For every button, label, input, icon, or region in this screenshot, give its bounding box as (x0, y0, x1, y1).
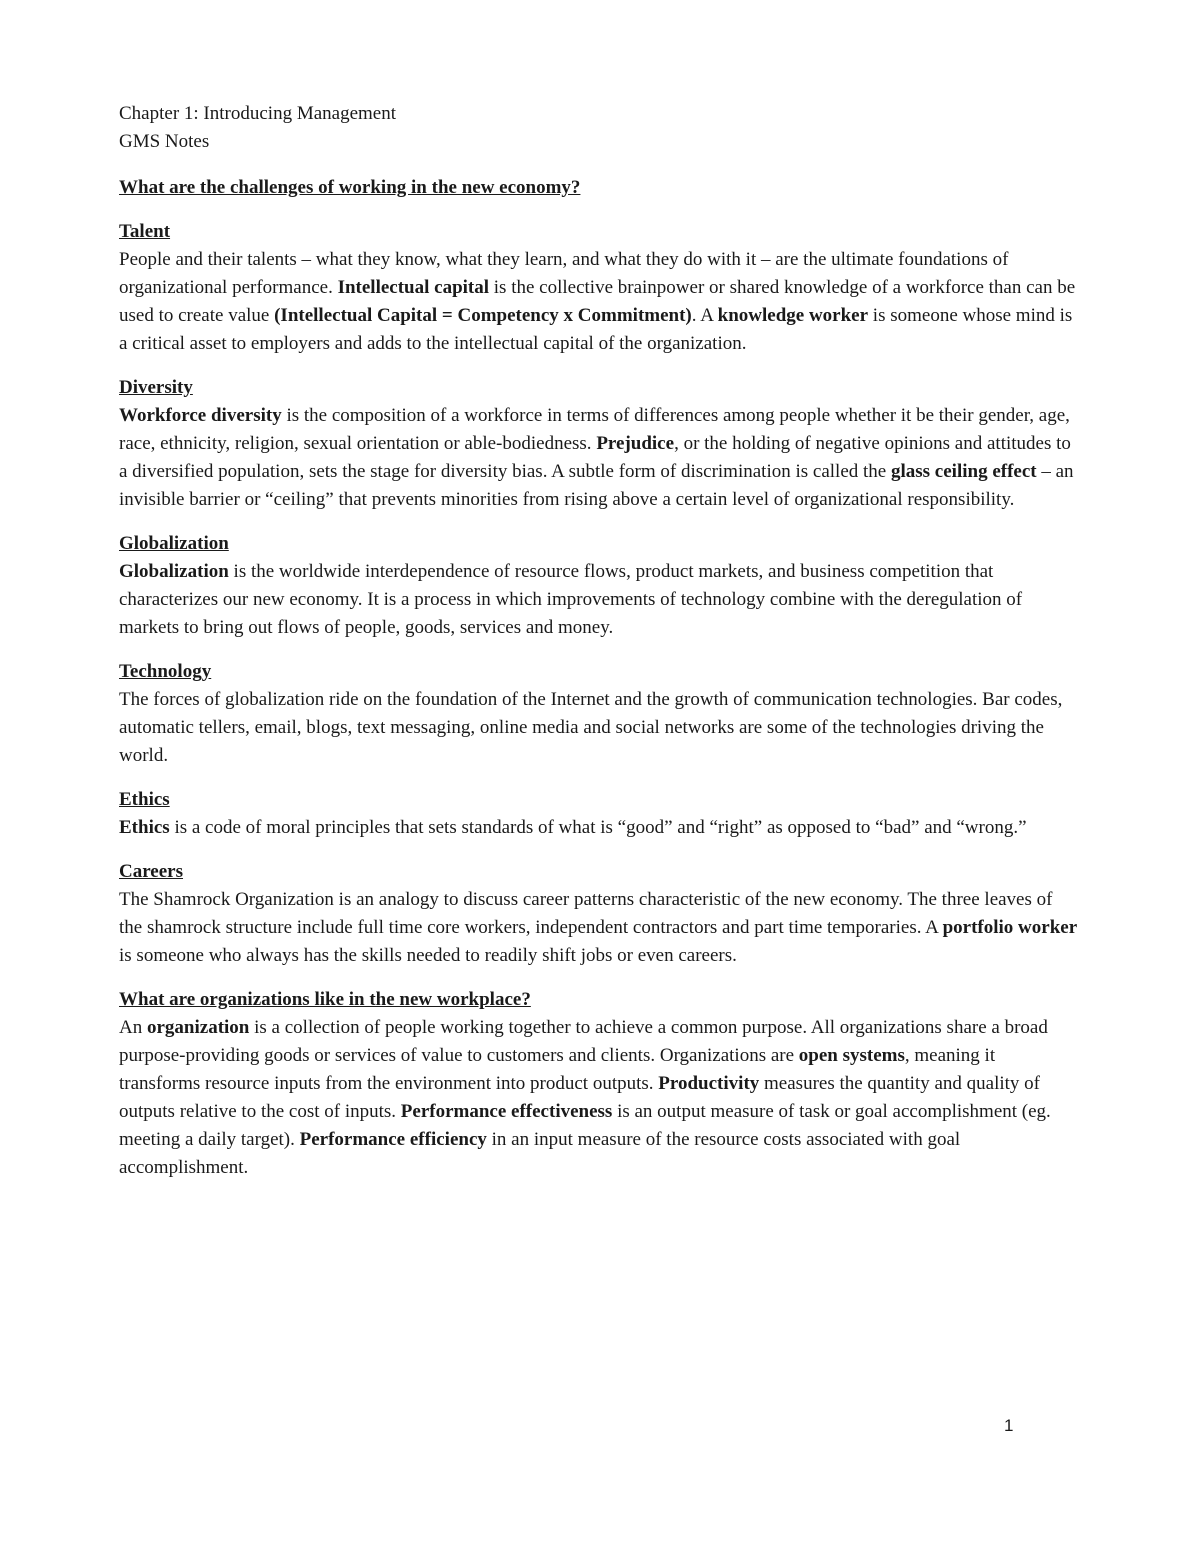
diversity-paragraph (119, 402, 1079, 514)
bold-term: Performance effectiveness (400, 1101, 613, 1122)
section-heading-technology: Technology (119, 661, 212, 682)
technology-paragraph: The forces of globalization ride on the foundation of the Internet and the growth of communication technologies. Bar codes, automatic tellers, email, blogs, text messaging, online media and social networks are some of the technologies driving the world. (119, 689, 1063, 766)
bold-term: Intellectual capital (337, 277, 490, 298)
question-heading-organizations: What are organizations like in the new workplace? (119, 989, 531, 1010)
section-diversity (119, 374, 1079, 514)
section-technology (119, 658, 1079, 770)
globalization-paragraph (119, 558, 1079, 642)
bold-term: Ethics (119, 817, 170, 838)
ethics-paragraph (119, 814, 1079, 842)
text-run: in an input measure of the resource costs associated with goal accomplishment. (119, 1129, 961, 1178)
question-heading-challenges: What are the challenges of working in the new economy? (119, 177, 581, 198)
bold-term: Productivity (658, 1073, 760, 1094)
talent-paragraph (119, 246, 1079, 358)
bold-term: open systems (798, 1045, 905, 1066)
bold-term: organization (146, 1017, 250, 1038)
page-number: 1 (1004, 1416, 1014, 1435)
section-heading-globalization: Globalization (119, 533, 229, 554)
text-run: , or the holding of negative opinions and attitudes to a diversified population, sets the stage for diversity bias. A subtle form of discrimination is called the (119, 433, 1071, 482)
bold-term: portfolio worker (942, 917, 1078, 938)
document-subtitle: GMS Notes (119, 131, 210, 152)
section-heading-talent: Talent (119, 221, 171, 242)
text-run: is a collection of people working together to achieve a common purpose. All organizations share a broad purpose-providing goods or services of value to customers and clients. Organizations are (119, 1017, 1048, 1066)
section-talent (119, 218, 1079, 358)
section-organizations (119, 986, 1079, 1182)
text-run: . A (691, 305, 718, 326)
text-run: is the composition of a workforce in terms of differences among people whether it be their gender, age, race, ethnicity, religion, sexual orientation or able-bodiedness. (119, 405, 1070, 454)
careers-paragraph (119, 886, 1079, 970)
bold-term: knowledge worker (717, 305, 869, 326)
text-run: is the collective brainpower or shared knowledge of a workforce than can be used to create value (119, 277, 1076, 326)
text-run: is someone who always has the skills needed to readily shift jobs or even careers. (119, 945, 737, 966)
section-heading-diversity: Diversity (119, 377, 193, 398)
text-run: is an output measure of task or goal accomplishment (eg. meeting a daily target). (119, 1101, 1051, 1150)
organizations-paragraph (119, 1014, 1079, 1182)
bold-term: Workforce diversity (119, 405, 282, 426)
bold-term: glass ceiling effect (890, 461, 1037, 482)
text-run: is the worldwide interdependence of resource flows, product markets, and business competition that characterizes our new economy. It is a process in which improvements of technology combine with the deregulation of markets to bring out flows of people, goods, services and money. (119, 561, 1023, 638)
bold-term: Prejudice (596, 433, 675, 454)
document-page (119, 100, 1079, 1198)
text-run: An (119, 1017, 147, 1038)
document-title: Chapter 1: Introducing Management (119, 103, 397, 124)
bold-term: Performance efficiency (299, 1129, 487, 1150)
text-run: is a code of moral principles that sets standards of what is “good” and “right” as opposed to “bad” and “wrong.” (169, 817, 1027, 838)
text-run: is someone whose mind is a critical asset to employers and adds to the intellectual capital of the organization. (119, 305, 1073, 354)
section-heading-careers: Careers (119, 861, 184, 882)
section-globalization (119, 530, 1079, 642)
text-run: People and their talents – what they know, what they learn, and what they do with it – are the ultimate foundations of organizational performance. (119, 249, 1009, 298)
text-run: , meaning it transforms resource inputs from the environment into product outputs. (119, 1045, 996, 1094)
section-ethics (119, 786, 1079, 842)
bold-term: Globalization (119, 561, 229, 582)
text-run: The Shamrock Organization is an analogy to discuss career patterns characteristic of the new economy. The three leaves of the shamrock structure include full time core workers, independent contractors and part time temporaries. A (119, 889, 1053, 938)
section-careers (119, 858, 1079, 970)
section-heading-ethics: Ethics (119, 789, 170, 810)
text-run: measures the quantity and quality of outputs relative to the cost of inputs. (119, 1073, 1040, 1122)
text-run: – an invisible barrier or “ceiling” that prevents minorities from rising above a certain level of organizational responsibility. (119, 461, 1074, 510)
bold-term: (Intellectual Capital = Competency x Commitment) (274, 305, 692, 326)
